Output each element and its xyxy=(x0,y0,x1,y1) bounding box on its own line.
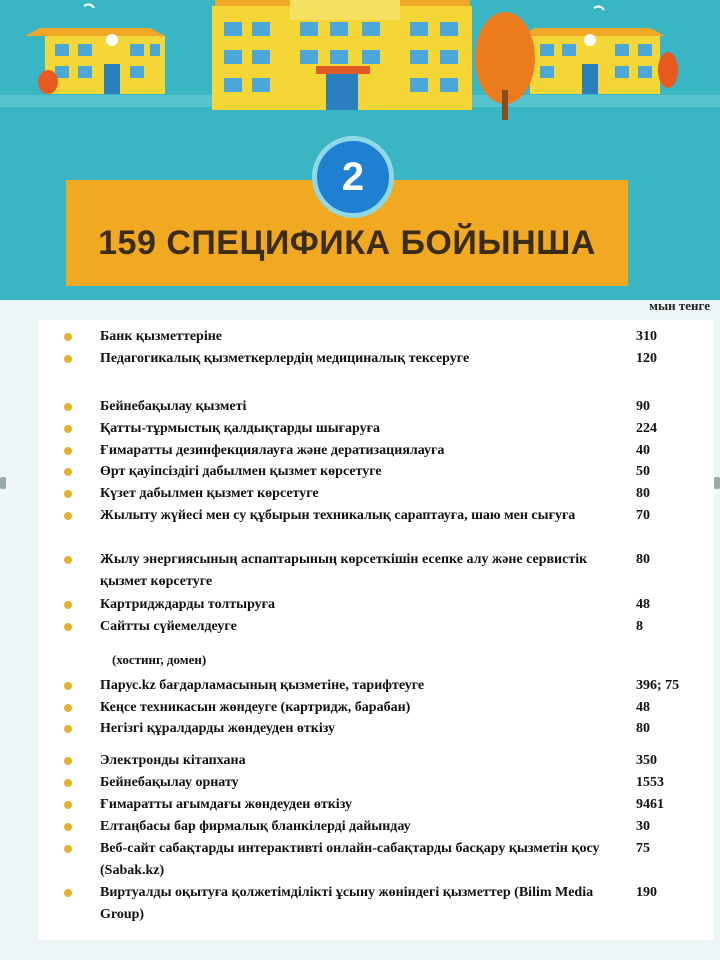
bullet-icon xyxy=(64,425,72,433)
site-support-note: (хостинг, домен) xyxy=(112,652,207,667)
bullet-icon xyxy=(64,845,72,853)
list-item: Веб-сайт сабақтарды интерактивті онлайн-сабақтарды басқару қызметін қосу (Sabak.kz) 75 xyxy=(38,838,714,882)
bullet-icon xyxy=(64,333,72,341)
section-number-badge: 2 xyxy=(312,136,394,218)
left-edge-marker xyxy=(0,477,6,489)
bullet-icon xyxy=(64,468,72,476)
bullet-icon xyxy=(64,490,72,498)
right-edge-marker xyxy=(714,477,720,489)
bullet-icon xyxy=(64,447,72,455)
list-item: Виртуалды оқытуға қолжетімділікті ұсыну жөніндегі қызметтер (Bilim Media Group) 190 xyxy=(38,882,714,926)
bullet-icon xyxy=(64,403,72,411)
list-item: Жылу энергиясының аспаптарының көрсеткішін есепке алу және сервистік қызмет көрсетуге 80 xyxy=(38,549,714,593)
bullet-icon xyxy=(64,823,72,831)
bullet-icon xyxy=(64,512,72,520)
bullet-icon xyxy=(64,704,72,712)
bullet-icon xyxy=(64,757,72,765)
page-title: 159 СПЕЦИФИКА БОЙЫНША xyxy=(98,224,596,262)
bullet-icon xyxy=(64,556,72,564)
unit-label: мын тенге xyxy=(649,298,710,313)
list-item: Жылыту жүйесі мен су құбырын техникалық сараптауға, шаю мен сығуға 70 xyxy=(38,505,714,549)
expense-list: Банк қызметтеріне 310 Педагогикалық қызметкерлердің медициналық тексеруге 120 Бейнебақылау қызметі 90 Қатты-тұрмыстық қалдықтарды шығаруға 224 Ғимаратты дезинфекциялауға және дератизациялауға 40 Өрт қауіпсіздігі дабылмен қызмет көрсетуге 50 Күзет дабылмен қызмет көрсетуге 80 Жылыту жүйесі мен су құбырын техникалық сараптауға, шаю мен сығуға 70 Жылу энергиясының аспаптарының көрсеткішін есепке алу және сервистік қызмет көрсетуге 80 Картридждарды толтыруға 48 Сайтты сүйемелдеуге 8 (хостинг, домен) Парус.kz бағдарламасының қызметіне, тарифтеуге 396; 75 Кеңсе техникасын жөндеуге (картридж, барабан) 48 Негізгі құралдарды жөндеуден өткізу 80 Электронды кітапхана 350 Бейнебақылау орнату 1553 Ғимаратты ағымдағы жөндеуден өткізу 9461 Елтаңбасы бар фирмалық бланкілерді дайындау 30 Веб-сайт сабақтарды интерактивті онлайн-сабақтарды басқару қызметін қосу (Sabak.kz) 75 Виртуалды оқытуға қолжетімділікті ұсыну жөніндегі қызметтер (Bilim Media Group) 190 xyxy=(38,320,714,940)
bullet-icon xyxy=(64,682,72,690)
bullet-icon xyxy=(64,889,72,897)
bullet-icon xyxy=(64,725,72,733)
bullet-icon xyxy=(64,801,72,809)
bullet-icon xyxy=(64,601,72,609)
bullet-icon xyxy=(64,623,72,631)
bullet-icon xyxy=(64,355,72,363)
bullet-icon xyxy=(64,779,72,787)
